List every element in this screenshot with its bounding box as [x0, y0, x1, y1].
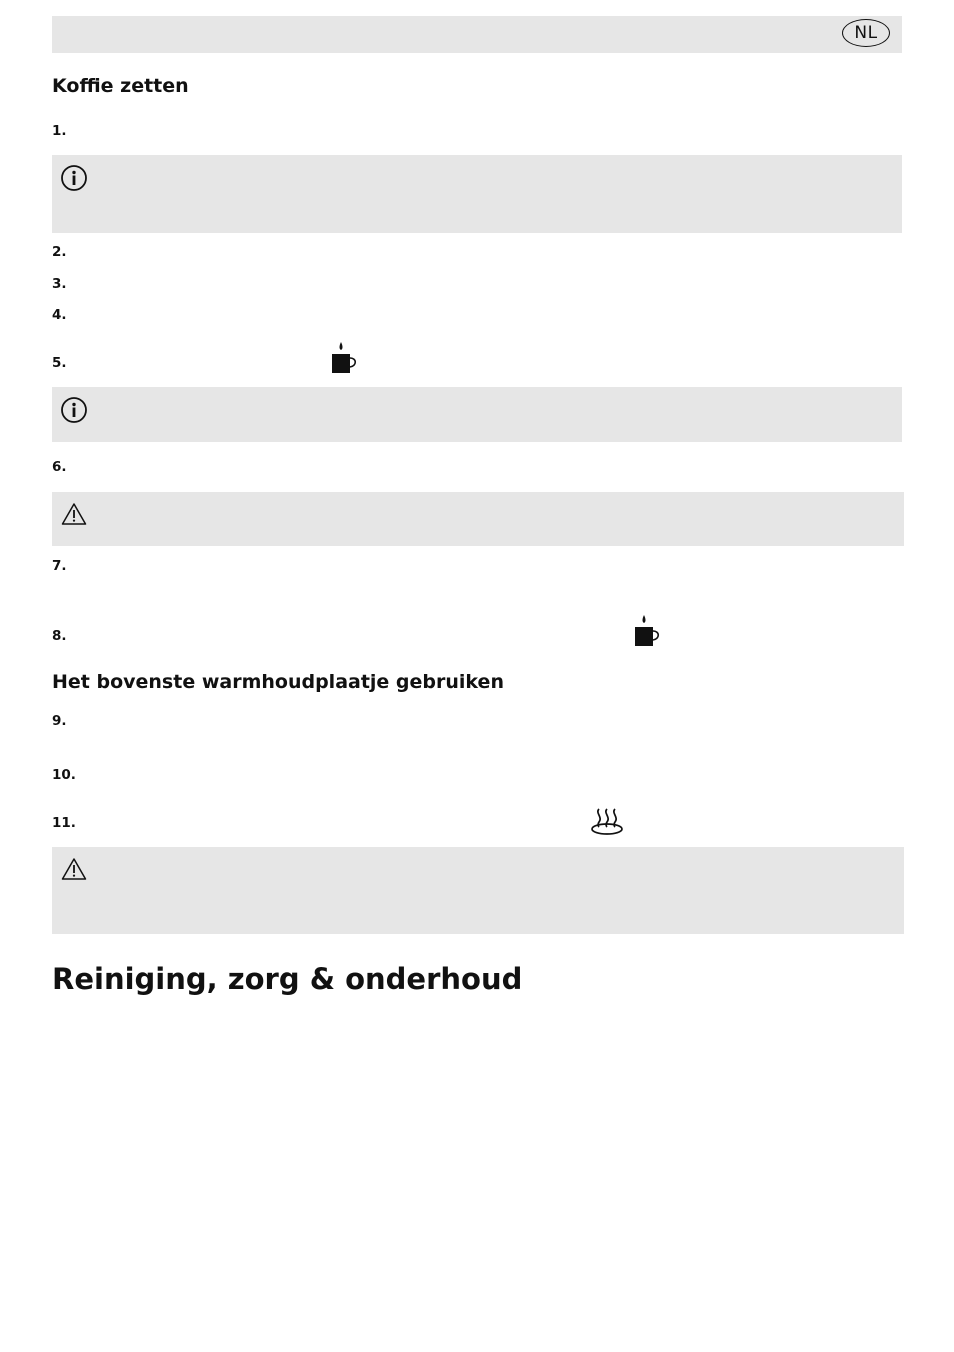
warning-icon — [61, 502, 87, 526]
step-number-10: 10. — [52, 767, 76, 783]
step-number-3: 3. — [52, 276, 67, 292]
coffee-cup-icon — [633, 613, 663, 649]
warning-icon — [61, 857, 87, 881]
step-number-11: 11. — [52, 815, 76, 831]
section-title-cleaning: Reiniging, zorg & onderhoud — [52, 962, 523, 996]
header-bar — [52, 16, 902, 53]
info-note-box — [52, 155, 902, 233]
info-note-box — [52, 387, 902, 442]
step-number-6: 6. — [52, 459, 67, 475]
coffee-cup-icon — [330, 340, 360, 376]
warning-note-box — [52, 847, 904, 934]
info-icon — [60, 164, 88, 192]
section-title-warming-plate: Het bovenste warmhoudplaatje gebruiken — [52, 671, 504, 693]
step-number-4: 4. — [52, 307, 67, 323]
step-number-1: 1. — [52, 123, 67, 139]
warning-note-box — [52, 492, 904, 546]
step-number-9: 9. — [52, 713, 67, 729]
step-number-7: 7. — [52, 558, 67, 574]
info-icon — [60, 396, 88, 424]
section-title-coffee: Koffie zetten — [52, 75, 189, 97]
step-number-8: 8. — [52, 628, 67, 644]
language-badge: NL — [842, 19, 890, 47]
warming-plate-icon — [589, 805, 625, 837]
step-number-5: 5. — [52, 355, 67, 371]
step-number-2: 2. — [52, 244, 67, 260]
